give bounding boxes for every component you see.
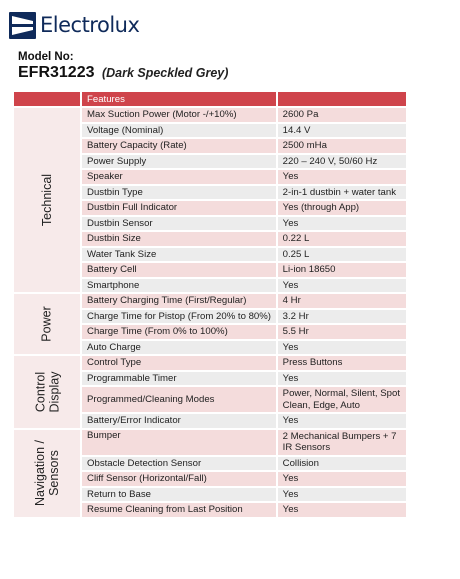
value-cell: Power, Normal, Silent, Spot Clean, Edge, Auto — [278, 387, 406, 414]
table-header-features: Features — [82, 92, 278, 108]
feature-cell: Programmable Timer — [82, 372, 278, 388]
feature-cell: Power Supply — [82, 155, 278, 171]
category-label: Control Display — [33, 371, 61, 413]
value-cell: Yes — [278, 217, 406, 233]
category-label: Power — [40, 306, 54, 342]
table-header-row — [14, 92, 406, 108]
value-cell: 2600 Pa — [278, 108, 406, 124]
electrolux-logo-icon — [9, 12, 36, 39]
value-cell: 0.25 L — [278, 248, 406, 264]
value-cell: Yes — [278, 372, 406, 388]
category-label: Technical — [40, 173, 54, 227]
feature-cell: Resume Cleaning from Last Position — [82, 503, 278, 519]
feature-cell: Charge Time (From 0% to 100%) — [82, 325, 278, 341]
value-cell: 2 Mechanical Bumpers + 7 IR Sensors — [278, 430, 406, 457]
feature-cell: Smartphone — [82, 279, 278, 295]
category-label: Navigation / Sensors — [33, 439, 62, 507]
feature-cell: Charge Time for Pistop (From 20% to 80%) — [82, 310, 278, 326]
spec-table — [14, 92, 406, 519]
feature-cell: Return to Base — [82, 488, 278, 504]
value-cell: Yes — [278, 341, 406, 357]
feature-cell: Dustbin Sensor — [82, 217, 278, 233]
value-cell: Yes — [278, 503, 406, 519]
feature-cell: Battery Capacity (Rate) — [82, 139, 278, 155]
value-cell: 3.2 Hr — [278, 310, 406, 326]
table-header-value — [278, 92, 406, 108]
category-cell — [14, 294, 82, 356]
feature-cell: Battery/Error Indicator — [82, 414, 278, 430]
model-line — [18, 64, 228, 82]
feature-cell: Control Type — [82, 356, 278, 372]
feature-cell: Programmed/Cleaning Modes — [82, 387, 278, 414]
feature-cell: Dustbin Full Indicator — [82, 201, 278, 217]
category-cell — [14, 108, 82, 294]
value-cell: Yes — [278, 170, 406, 186]
brand-logo — [9, 11, 139, 39]
value-cell: Yes — [278, 279, 406, 295]
feature-cell: Battery Charging Time (First/Regular) — [82, 294, 278, 310]
feature-cell: Voltage (Nominal) — [82, 124, 278, 140]
model-name: (Dark Speckled Grey) — [101, 66, 229, 80]
value-cell: Yes — [278, 488, 406, 504]
value-cell: 2500 mHa — [278, 139, 406, 155]
feature-cell: Cliff Sensor (Horizontal/Fall) — [82, 472, 278, 488]
value-cell: 14.4 V — [278, 124, 406, 140]
value-cell: 220 – 240 V, 50/60 Hz — [278, 155, 406, 171]
value-cell: 2-in-1 dustbin + water tank — [278, 186, 406, 202]
table-row — [14, 108, 406, 124]
feature-cell: Battery Cell — [82, 263, 278, 279]
value-cell: Collision — [278, 457, 406, 473]
category-cell — [14, 356, 82, 430]
feature-cell: Water Tank Size — [82, 248, 278, 264]
value-cell: Yes (through App) — [278, 201, 406, 217]
model-label: Model No: — [18, 51, 74, 63]
feature-cell: Bumper — [82, 430, 278, 457]
feature-cell: Speaker — [82, 170, 278, 186]
value-cell: Yes — [278, 472, 406, 488]
table-row — [14, 294, 406, 310]
value-cell: Press Buttons — [278, 356, 406, 372]
value-cell: Yes — [278, 414, 406, 430]
category-cell — [14, 430, 82, 519]
table-row — [14, 356, 406, 372]
brand-name: Electrolux — [40, 13, 140, 37]
feature-cell: Dustbin Size — [82, 232, 278, 248]
feature-cell: Auto Charge — [82, 341, 278, 357]
feature-cell: Max Suction Power (Motor -/+10%) — [82, 108, 278, 124]
value-cell: 4 Hr — [278, 294, 406, 310]
table-header-category — [14, 92, 82, 108]
value-cell: Li-ion 18650 — [278, 263, 406, 279]
model-number: EFR31223 — [18, 64, 95, 81]
feature-cell: Obstacle Detection Sensor — [82, 457, 278, 473]
value-cell: 0.22 L — [278, 232, 406, 248]
value-cell: 5.5 Hr — [278, 325, 406, 341]
table-row — [14, 430, 406, 457]
feature-cell: Dustbin Type — [82, 186, 278, 202]
